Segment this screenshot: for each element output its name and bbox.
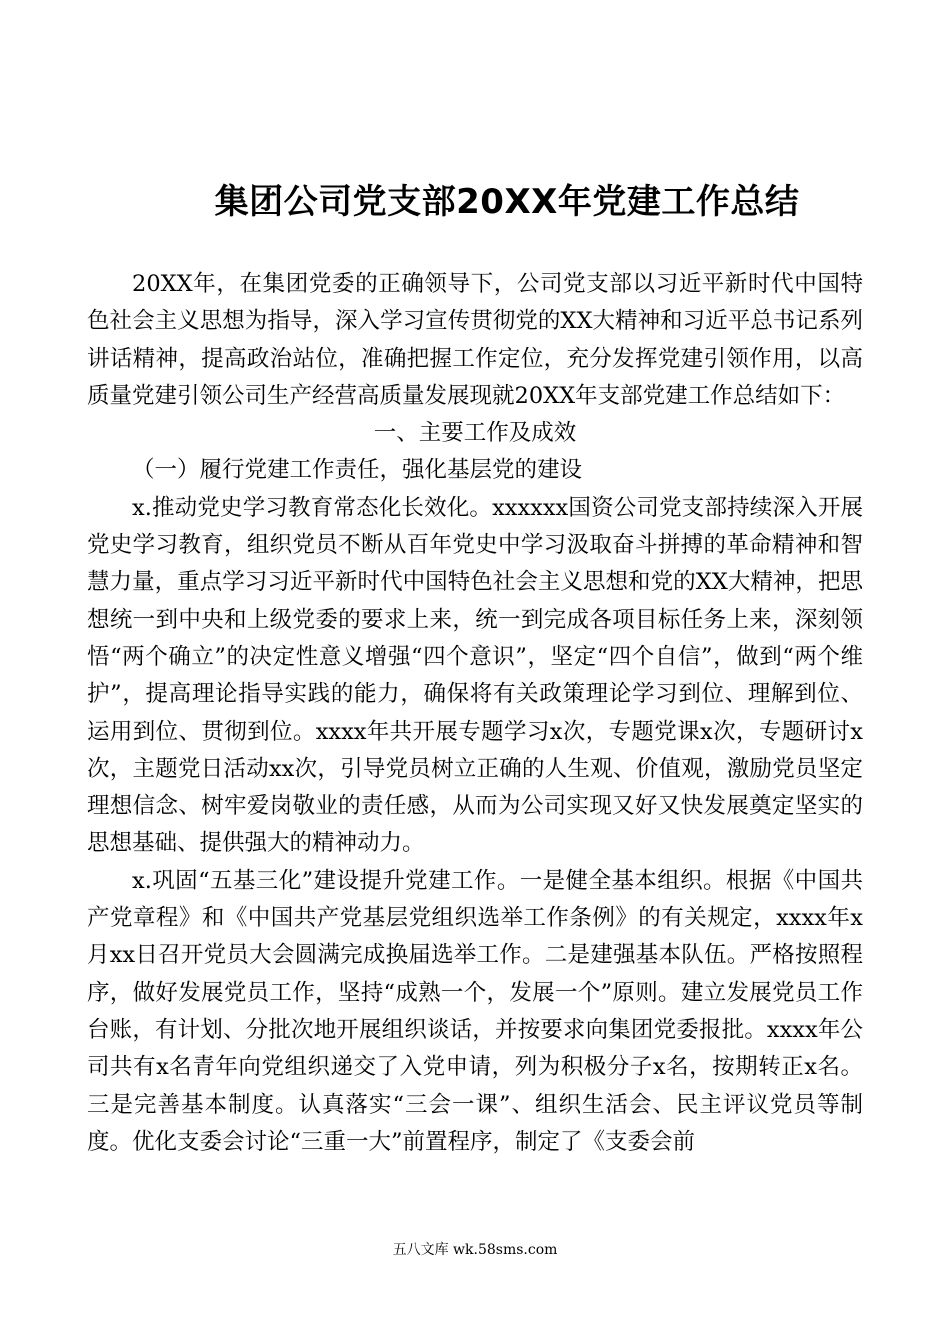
intro-paragraph: 20XX年，在集团党委的正确领导下，公司党支部以习近平新时代中国特色社会主义思想为指导，深入学习宣传贯彻党的XX大精神和习近平总书记系列讲话精神，提高政治站位，准确把握工作定位，充分发挥党建引领作用，以高质量党建引领公司生产经营高质量发展现就20XX年支部党建工作总结如下： xyxy=(87,271,863,409)
section-heading: 一、主要工作及成效 xyxy=(373,420,577,447)
subsection-heading: （一）履行党建工作责任，强化基层党的建设 xyxy=(132,457,583,484)
document-body xyxy=(87,266,863,1161)
page-footer: 五八文库 wk.58sms.com xyxy=(392,1242,558,1258)
body-paragraph: x.巩固“五基三化”建设提升党建工作。一是健全基本组织。根据《中国共产党章程》和《中国共产党基层党组织选举工作条例》的有关规定，xxxx年x月xx日召开党员大会圆满完成换届选举工作。二是建强基本队伍。严格按照程序，做好发展党员工作，坚持“成熟一个，发展一个”原则。建立发展党员工作台账，有计划、分批次地开展组织谈话，并按要求向集团党委报批。xxxx年公司共有x名青年向党组织递交了入党申请，列为积极分子x名，按期转正x名。三是完善基本制度。认真落实“三会一课”、组织生活会、民主评议党员等制度。优化支委会讨论“三重一大”前置程序，制定了《支委会前 xyxy=(87,867,863,1155)
body-paragraph: x.推动党史学习教育常态化长效化。xxxxxx国资公司党支部持续深入开展党史学习教育，组织党员不断从百年党史中学习汲取奋斗拼搏的革命精神和智慧力量，重点学习习近平新时代中国特色社会主义思想和党的XX大精神，把思想统一到中央和上级党委的要求上来，统一到完成各项目标任务上来，深刻领悟“两个确立”的决定性意义增强“四个意识”，坚定“四个自信”，做到“两个维护”，提高理论指导实践的能力，确保将有关政策理论学习到位、理解到位、运用到位、贯彻到位。xxxx年共开展专题学习x次，专题党课x次，专题研讨x次，主题党日活动xx次，引导党员树立正确的人生观、价值观，激励党员坚定理想信念、树牢爱岗敬业的责任感，从而为公司实现又好又快发展奠定坚实的思想基础、提供强大的精神动力。 xyxy=(87,494,863,857)
page-title: 集团公司党支部20XX年党建工作总结 xyxy=(214,182,800,222)
